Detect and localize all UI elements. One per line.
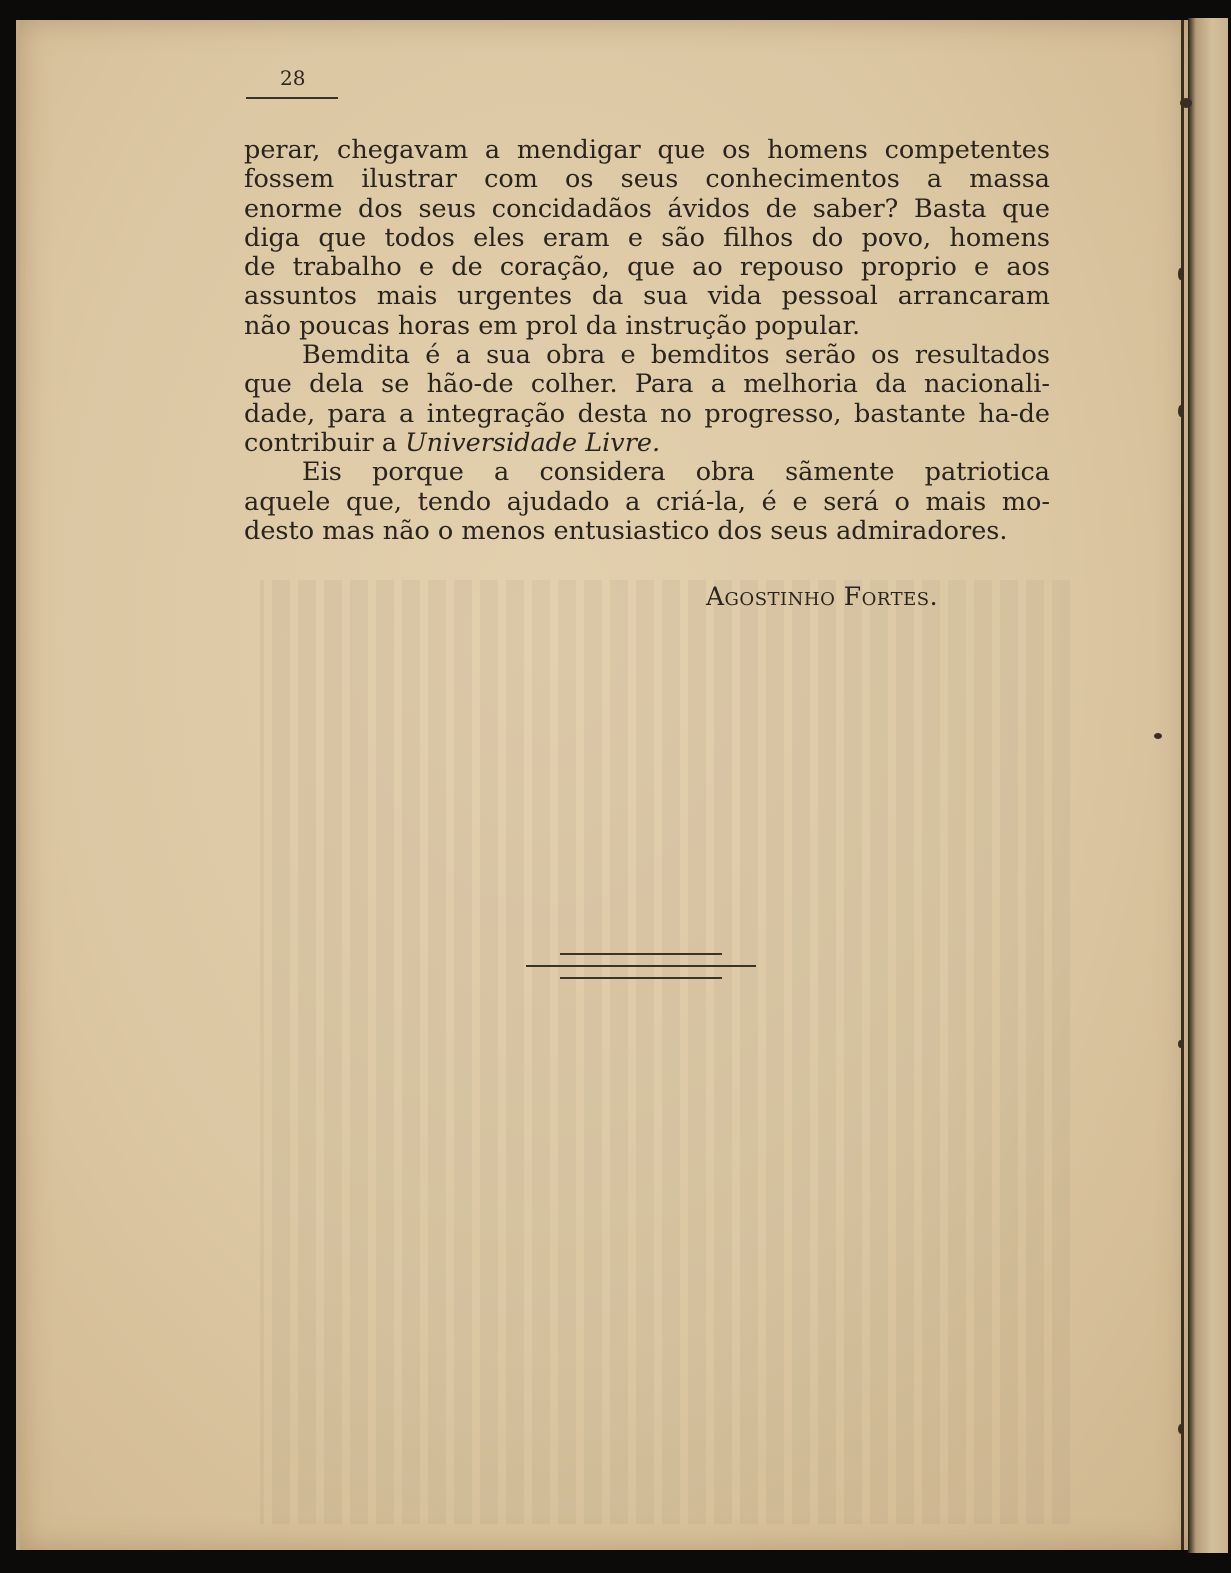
show-through-text: [260, 580, 1070, 1540]
text-line-10: dade, para a integração desta no progresso, bastante ha-de: [244, 398, 1050, 429]
text-line-4: diga que todos eles eram e são filhos do povo, homens: [244, 222, 1050, 253]
text-line-8: Bemdita é a sua obra e bemditos serão os resultados: [302, 340, 1050, 371]
page-number: 28: [280, 66, 306, 90]
closing-ornament-rule: [526, 953, 756, 983]
text-line-11-lead: contribuir a: [244, 427, 406, 458]
body-text: [244, 136, 1050, 546]
text-line-6: assuntos mais urgentes da sua vida pessoal arrancaram: [244, 281, 1050, 312]
ink-speck: [1178, 405, 1184, 417]
text-line-12: Eis porque a considera obra sãmente patriotica: [302, 457, 1050, 488]
ink-speck: [1154, 733, 1162, 739]
text-line-14: desto mas não o menos entusiastico dos seus admiradores.: [244, 515, 1008, 546]
universidade-livre-title: Universidade Livre.: [405, 427, 661, 458]
text-line-1: perar, chegavam a mendigar que os homens competentes: [244, 135, 1050, 165]
next-page-edge: [1188, 18, 1228, 1553]
gutter-line: [1181, 20, 1184, 1550]
ink-speck: [1180, 98, 1192, 108]
ink-speck: [1178, 1040, 1183, 1048]
ink-speck: [1178, 268, 1183, 280]
text-line-5: de trabalho e de coração, que ao repouso proprio e aos: [244, 252, 1050, 283]
text-line-13: aquele que, tendo ajudado a criá-la, é e será o mais mo-: [244, 486, 1050, 517]
text-line-11: [244, 429, 1050, 458]
ink-speck: [1178, 1424, 1184, 1434]
text-line-9: que dela se hão-de colher. Para a melhoria da nacionali-: [244, 369, 1050, 400]
text-line-7: não poucas horas em prol da instrução popular.: [244, 310, 861, 341]
page-number-rule: [246, 97, 338, 99]
text-line-3: enorme dos seus concidadãos ávidos de saber? Basta que: [244, 193, 1050, 224]
text-line-2: fossem ilustrar com os seus conhecimentos a massa: [244, 164, 1050, 195]
author-signature: Agostinho Fortes.: [706, 582, 939, 611]
